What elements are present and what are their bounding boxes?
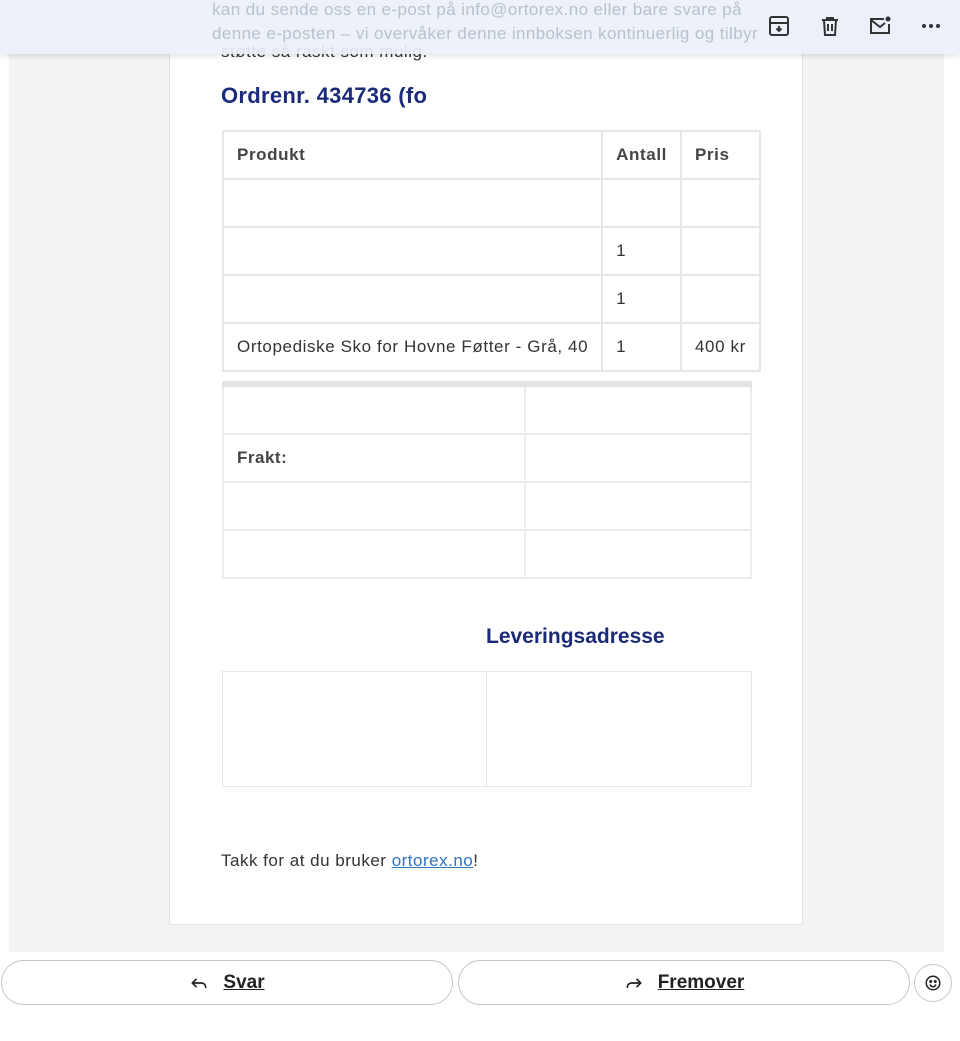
header-product: Produkt bbox=[223, 131, 602, 179]
product-cell bbox=[223, 275, 602, 323]
order-title: Ordrenr. 434736 (fo bbox=[221, 83, 428, 108]
totals-row bbox=[223, 434, 751, 482]
order-table bbox=[222, 130, 761, 372]
totals-table bbox=[222, 381, 752, 579]
delete-button[interactable] bbox=[815, 11, 845, 41]
quantity-cell: 1 bbox=[602, 323, 681, 371]
reply-button[interactable] bbox=[1, 960, 453, 1005]
email-toolbar bbox=[0, 0, 960, 54]
emoji-reaction-button[interactable] bbox=[914, 964, 952, 1002]
table-row bbox=[223, 179, 760, 227]
table-header-row bbox=[223, 131, 760, 179]
body-line-1: kan du sende oss en e-post på info@ortorex.no eller bare svare på bbox=[212, 0, 742, 19]
body-line-2: denne e-posten – vi overvåker denne innboksen kontinuerlig og tilbyr bbox=[212, 24, 759, 43]
table-row bbox=[223, 227, 760, 275]
forward-icon bbox=[624, 973, 644, 993]
mark-unread-icon bbox=[868, 14, 892, 38]
totals-row bbox=[223, 530, 751, 578]
thanks-text bbox=[221, 851, 478, 871]
price-cell bbox=[681, 275, 760, 323]
quantity-cell: 1 bbox=[602, 275, 681, 323]
totals-label: Frakt: bbox=[223, 434, 525, 482]
header-price: Pris bbox=[681, 131, 760, 179]
more-icon bbox=[919, 14, 943, 38]
shipping-address-box bbox=[486, 671, 752, 787]
table-row bbox=[223, 323, 760, 371]
price-cell: 400 kr bbox=[681, 323, 760, 371]
archive-icon bbox=[767, 14, 791, 38]
forward-label: Fremover bbox=[657, 971, 745, 993]
product-cell bbox=[223, 227, 602, 275]
more-button[interactable] bbox=[916, 11, 946, 41]
totals-value bbox=[525, 384, 751, 434]
smiley-icon bbox=[924, 974, 942, 992]
shipping-address-heading: Leveringsadresse bbox=[486, 625, 665, 648]
price-cell bbox=[681, 227, 760, 275]
archive-button[interactable] bbox=[764, 11, 794, 41]
forward-button[interactable] bbox=[458, 960, 910, 1005]
table-row bbox=[223, 275, 760, 323]
product-cell: Ortopediske Sko for Hovne Føtter - Grå, 40 bbox=[223, 323, 602, 371]
totals-value bbox=[525, 530, 751, 578]
thanks-prefix: Takk for at du bruker bbox=[221, 851, 392, 870]
email-viewer bbox=[9, 0, 944, 952]
totals-row bbox=[223, 384, 751, 434]
thanks-suffix: ! bbox=[473, 851, 479, 870]
totals-label bbox=[223, 530, 525, 578]
totals-label bbox=[223, 482, 525, 530]
header-quantity: Antall bbox=[602, 131, 681, 179]
email-body bbox=[169, 0, 803, 925]
trash-icon bbox=[818, 14, 842, 38]
totals-row bbox=[223, 482, 751, 530]
reply-icon bbox=[189, 973, 209, 993]
ortorex-link[interactable]: ortorex.no bbox=[391, 851, 474, 870]
billing-address-box bbox=[222, 671, 487, 787]
price-cell bbox=[681, 179, 760, 227]
product-cell bbox=[223, 179, 602, 227]
totals-value bbox=[525, 434, 751, 482]
reply-label: Svar bbox=[223, 971, 265, 993]
quantity-cell: 1 bbox=[602, 227, 681, 275]
mark-unread-button[interactable] bbox=[865, 11, 895, 41]
totals-value bbox=[525, 482, 751, 530]
quantity-cell bbox=[602, 179, 681, 227]
totals-label bbox=[223, 384, 525, 434]
reply-bar bbox=[0, 952, 960, 1041]
